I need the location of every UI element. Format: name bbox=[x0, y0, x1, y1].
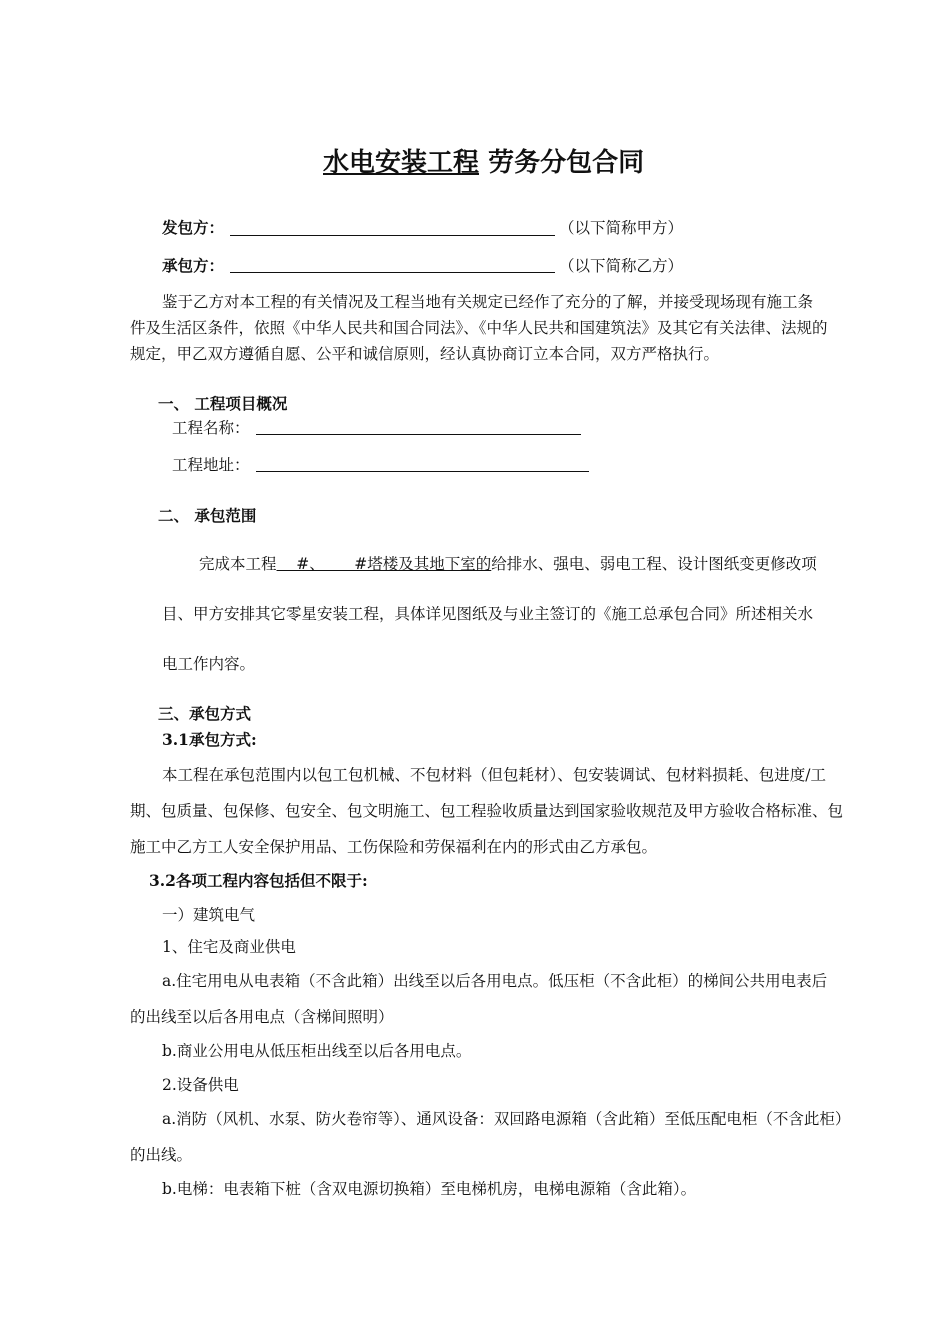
item-1a-line-1: a.住宅用电从电表箱（不含此箱）出线至以后各用电点。低压柜（不含此柜）的梯间公共用电表后 bbox=[162, 972, 828, 990]
preamble-line-3: 规定，甲乙双方遵循自愿、公平和诚信原则，经认真协商订立本合同，双方严格执行。 bbox=[130, 345, 720, 363]
building-electric-heading: 一）建筑电气 bbox=[162, 906, 256, 924]
section3-heading: 三、承包方式 bbox=[158, 705, 252, 723]
section2-heading: 二、 承包范围 bbox=[158, 507, 257, 525]
scope-line-2: 目、甲方安排其它零星安装工程，具体详见图纸及与业主签订的《施工总承包合同》所述相关水 bbox=[162, 605, 814, 623]
document-title bbox=[309, 146, 644, 180]
project-name-blank-line[interactable] bbox=[256, 434, 581, 435]
item-2a-line-1: a.消防（风机、水泵、防火卷帘等）、通风设备：双回路电源箱（含此箱）至低压配电柜（不含此柜） bbox=[162, 1110, 851, 1128]
scope-line-3: 电工作内容。 bbox=[162, 655, 256, 673]
scope-line-1-suffix: 给排水、强电、弱电工程、设计图纸变更修改项 bbox=[491, 555, 817, 573]
employer-label: 发包方： bbox=[162, 219, 225, 237]
contractor-note: （以下简称乙方） bbox=[559, 257, 684, 275]
item-1a-line-2: 的出线至以后各用电点（含梯间照明） bbox=[130, 1008, 394, 1026]
section1-heading: 一、 工程项目概况 bbox=[158, 395, 288, 413]
scope-tower-blank[interactable]: #、 #塔楼及其地下室的 bbox=[276, 555, 492, 573]
contractor-label: 承包方： bbox=[162, 257, 225, 275]
title-contract-type: 劳务分包合同 bbox=[479, 148, 645, 178]
contract-mode-line-3: 施工中乙方工人安全保护用品、工伤保险和劳保福利在内的形式由乙方承包。 bbox=[130, 838, 658, 856]
employer-blank-line[interactable] bbox=[230, 235, 555, 236]
scope-line-1 bbox=[199, 554, 817, 574]
employer-note: （以下简称甲方） bbox=[559, 219, 684, 237]
title-project-name: 水电安装工程 bbox=[323, 148, 480, 178]
preamble-line-2: 件及生活区条件，依照《中华人民共和国合同法》、《中华人民共和国建筑法》及其它有关法律、法规的 bbox=[130, 319, 828, 337]
item-2b: b.电梯：电表箱下桩（含双电源切换箱）至电梯机房，电梯电源箱（含此箱）。 bbox=[162, 1180, 697, 1198]
item-1-heading: 1、住宅及商业供电 bbox=[162, 938, 296, 956]
item-2-heading: 2.设备供电 bbox=[162, 1076, 239, 1094]
subsection-3-2-heading: 3.2各项工程内容包括但不限于: bbox=[149, 871, 368, 890]
scope-line-1-prefix: 完成本工程 bbox=[199, 555, 277, 573]
contract-mode-line-1: 本工程在承包范围内以包工包机械、不包材料（但包耗材）、包安装调试、包材料损耗、包进度/工 bbox=[162, 766, 826, 784]
project-address-blank-line[interactable] bbox=[256, 471, 589, 472]
item-2a-line-2: 的出线。 bbox=[130, 1146, 193, 1164]
subsection-3-1-heading: 3.1承包方式: bbox=[162, 730, 257, 749]
contractor-blank-line[interactable] bbox=[230, 272, 555, 273]
project-name-label: 工程名称： bbox=[172, 419, 250, 437]
preamble-line-1: 鉴于乙方对本工程的有关情况及工程当地有关规定已经作了充分的了解，并接受现场现有施工条 bbox=[162, 293, 814, 311]
item-1b: b.商业公用电从低压柜出线至以后各用电点。 bbox=[162, 1042, 472, 1060]
contract-mode-line-2: 期、包质量、包保修、包安全、包文明施工、包工程验收质量达到国家验收规范及甲方验收合格标准、包 bbox=[130, 802, 844, 820]
project-address-label: 工程地址： bbox=[172, 456, 250, 474]
